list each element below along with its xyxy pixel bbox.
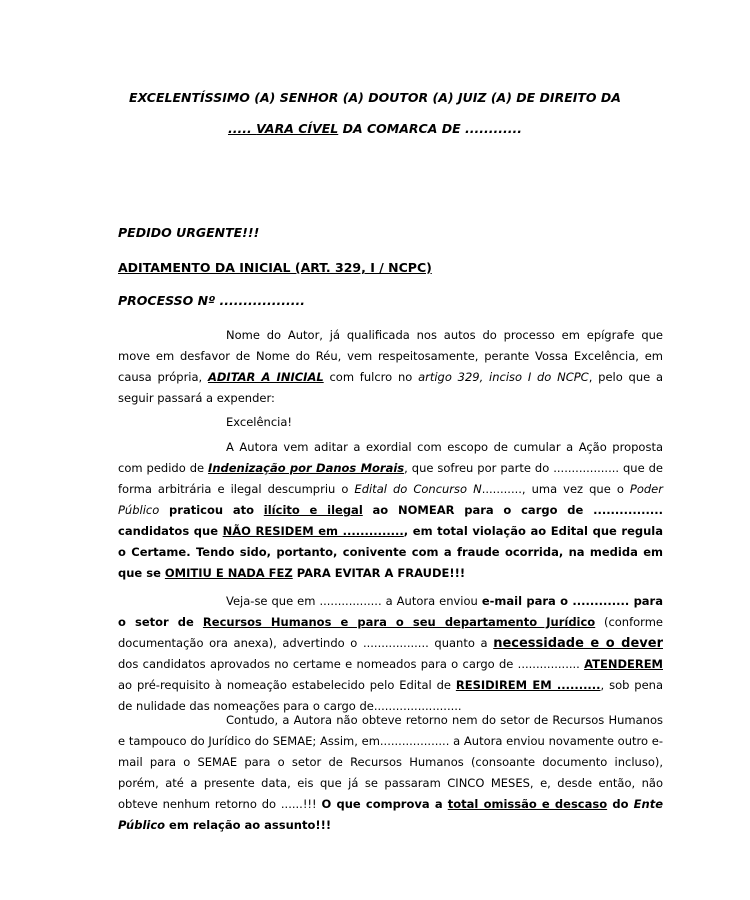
court-address-line2 [0,121,750,136]
amendment-title: ADITAMENTO DA INICIAL (ART. 329, I / NCPC) [118,260,432,275]
paragraph-omission: Contudo, a Autora não obteve retorno nem do setor de Recursos Humanos e tampouco do Jurídico do SEMAE; Assim, em................... a Autora enviou novamente outro e-mail para o SEMAE para o setor de Recursos Humanos (consoante documento incluso), porém, até a presente data, eis que já se passaram CINCO MESES, e, desde então, não obteve nenhum retorno do ......!!! O que comprova a total omissão e descaso do Ente Público em relação ao assunto!!! [118,713,663,832]
salutation: Excelência! [226,415,293,429]
court-address-line1: EXCELENTÍSSIMO (A) SENHOR (A) DOUTOR (A) JUIZ (A) DE DIREITO DA [129,90,621,105]
urgent-request-label: PEDIDO URGENTE!!! [118,225,260,240]
paragraph-moral-damages: A Autora vem aditar a exordial com escopo de cumular a Ação proposta com pedido de Indenização por Danos Morais, que sofreu por parte do .................. que de forma arbitrária e ilegal descumpriu o Edital do Concurso N..........., uma vez que o Poder Público praticou ato ilícito e ilegal ao NOMEAR para o cargo de ................ candidatos que NÃO RESIDEM em .............., em total violação ao Edital que regula o Certame. Tendo sido, portanto, conivente com a fraude ocorrida, na medida em que se OMITIU E NADA FEZ PARA EVITAR A FRAUDE!!! [118,440,664,580]
vara-civel: VARA CÍVEL [256,121,339,136]
comarca-text: DA COMARCA DE ............ [338,121,522,136]
paragraph-email-notice: Veja-se que em ................. a Autora enviou e-mail para o ............. para o setor de Recursos Humanos e para o seu departamento Jurídico (conforme documentação ora anexa), advertindo o .................. quanto a necessidade e o dever dos candidatos aprovados no certame e nomeados para o cargo de ................. ATENDEREM ao pré-requisito à nomeação estabelecido pelo Edital de RESIDIREM EM .........., sob pena de nulidade das nomeações para o cargo de........................ [118,594,663,713]
paragraph-introduction: Nome do Autor, já qualificada nos autos do processo em epígrafe que move em desfavor de Nome do Réu, vem respeitosamente, perante Vossa Excelência, em causa própria, ADITAR A INICIAL com fulcro no artigo 329, inciso I do NCPC, pelo que a seguir passará a expender: [118,328,664,405]
court-number-blank: ..... [227,121,257,136]
process-number: PROCESSO Nº .................. [118,293,305,308]
